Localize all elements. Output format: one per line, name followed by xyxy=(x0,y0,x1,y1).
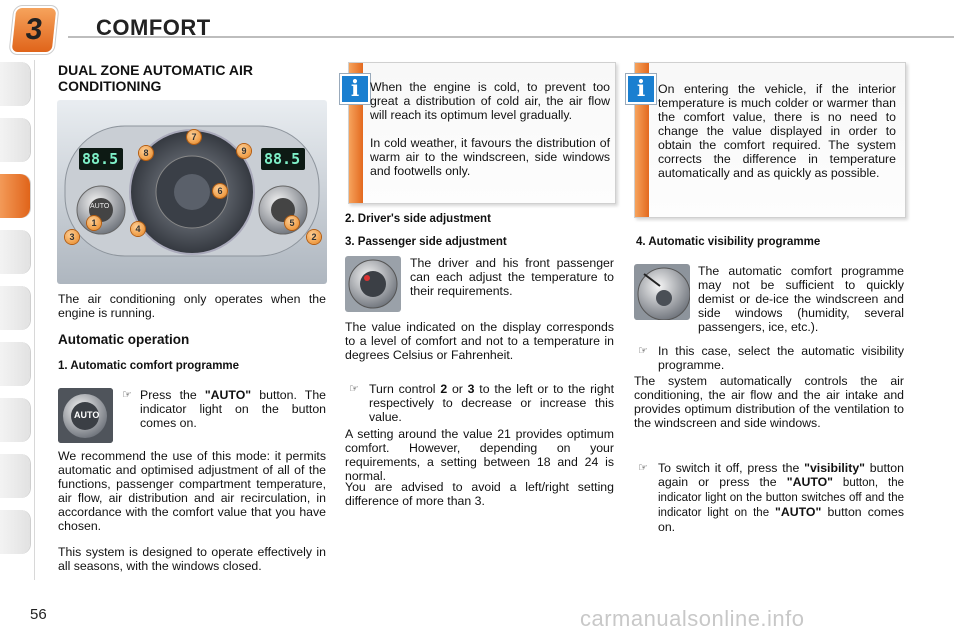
pointing-hand-icon: ☞ xyxy=(638,462,648,474)
chapter-tab-3-active[interactable] xyxy=(0,174,30,218)
driver-side-heading: 2. Driver's side adjustment xyxy=(345,213,491,225)
chapter-tab-4[interactable] xyxy=(0,230,30,274)
callout-2: 2 xyxy=(307,230,321,244)
system-controls-text: The system automatically controls the air conditioning, the air flow and the air intake and provides optimum distribution of the ventilation to the windscreen and side windows. xyxy=(634,374,904,430)
section-title: DUAL ZONE AUTOMATIC AIR CONDITIONING xyxy=(58,62,253,94)
callout-1: 1 xyxy=(87,216,101,230)
setting-21-text: A setting around the value 21 provides optimum comfort. However, depending on your requirements, a setting between 18 and 24 is normal. xyxy=(345,427,614,483)
temperature-knob-photo xyxy=(345,256,401,312)
callout-8: 8 xyxy=(139,146,153,160)
pointing-hand-icon: ☞ xyxy=(349,383,359,395)
callout-3: 3 xyxy=(65,230,79,244)
automatic-operation-heading: Automatic operation xyxy=(58,332,190,347)
info-cold-engine-p1: When the engine is cold, to prevent too great a distribution of cold air, the air flow will reach its optimum level gradually. xyxy=(370,80,610,122)
visibility-button-photo xyxy=(634,264,690,320)
chapter-number-badge: 3 xyxy=(12,8,57,52)
callout-9: 9 xyxy=(237,144,251,158)
chapter-tab-1[interactable] xyxy=(0,62,30,106)
right-temp-display: 88.5 xyxy=(264,150,301,168)
auto-knob-label: AUTO xyxy=(90,203,110,210)
left-temp-display: 88.5 xyxy=(82,150,119,168)
chapter-tab-2[interactable] xyxy=(0,118,30,162)
callout-6: 6 xyxy=(213,184,227,198)
chapter-tab-9[interactable] xyxy=(0,510,30,554)
chapter-tab-5[interactable] xyxy=(0,286,30,330)
info-icon: i xyxy=(340,74,370,104)
switch-off-instruction: ☞ To switch it off, press the "visibility" button again or press the "AUTO" button, the indicator light on the button switches off and the indicator light on the "AUTO" button comes on. xyxy=(638,461,905,534)
select-visibility-instruction: ☞ In this case, select the automatic visibility programme. xyxy=(638,344,904,372)
watermark: carmanualsonline.info xyxy=(580,606,805,631)
page-number: 56 xyxy=(30,606,47,623)
callout-7: 7 xyxy=(187,130,201,144)
seasons-text: This system is designed to operate effectively in all seasons, with the windows closed. xyxy=(58,545,326,573)
left-right-difference-text: You are advised to avoid a left/right setting difference of more than 3. xyxy=(345,480,614,508)
press-auto-instruction: ☞ Press the "AUTO" button. The indicator light on the button comes on. xyxy=(122,388,326,430)
turn-control-instruction: ☞ Turn control 2 or 3 to the left or to the right respectively to decrease or increase this value. xyxy=(349,382,614,424)
display-value-text: The value indicated on the display corresponds to a level of comfort and not to a temperature in degrees Celsius or Fahrenheit. xyxy=(345,320,614,362)
callout-5: 5 xyxy=(285,216,299,230)
callout-4: 4 xyxy=(131,222,145,236)
chapter-tab-8[interactable] xyxy=(0,454,30,498)
passenger-side-heading: 3. Passenger side adjustment xyxy=(345,236,507,248)
info-icon: i xyxy=(626,74,656,104)
page-title: COMFORT xyxy=(96,15,211,40)
info-cold-engine-p2: In cold weather, it favours the distribution of warm air to the windscreen, side windows and footwells only. xyxy=(370,136,610,178)
driver-passenger-text: The driver and his front passenger can each adjust the temperature to their requirements. xyxy=(410,256,614,298)
intro-text: The air conditioning only operates when the engine is running. xyxy=(58,292,326,320)
info-entering-vehicle-text: On entering the vehicle, if the interior temperature is much colder or warmer than the comfort value, there is no need to change the value displayed in order to obtain the comfort required. The system corrects the difference in temperature automatically and as quickly as possible. xyxy=(658,82,896,180)
pointing-hand-icon: ☞ xyxy=(122,389,132,401)
recommend-text: We recommend the use of this mode: it permits automatic and optimised adjustment of all of the functions, passenger compartment temperature, air flow, air distribution and air recirculation, in accordance with the comfort value that you have chosen. xyxy=(58,449,326,533)
chapter-tab-6[interactable] xyxy=(0,342,30,386)
chapter-tab-7[interactable] xyxy=(0,398,30,442)
auto-button-photo xyxy=(58,388,113,443)
visibility-programme-heading: 4. Automatic visibility programme xyxy=(636,236,821,248)
programme-1-heading: 1. Automatic comfort programme xyxy=(58,360,240,372)
climate-panel-photo xyxy=(57,100,327,284)
pointing-hand-icon: ☞ xyxy=(638,345,648,357)
auto-button-label: AUTO xyxy=(74,410,100,420)
automatic-comfort-insufficient-text: The automatic comfort programme may not be sufficient to quickly demist or de-ice the windscreen and side windows (humidity, several passengers, ice, etc.). xyxy=(698,264,904,334)
